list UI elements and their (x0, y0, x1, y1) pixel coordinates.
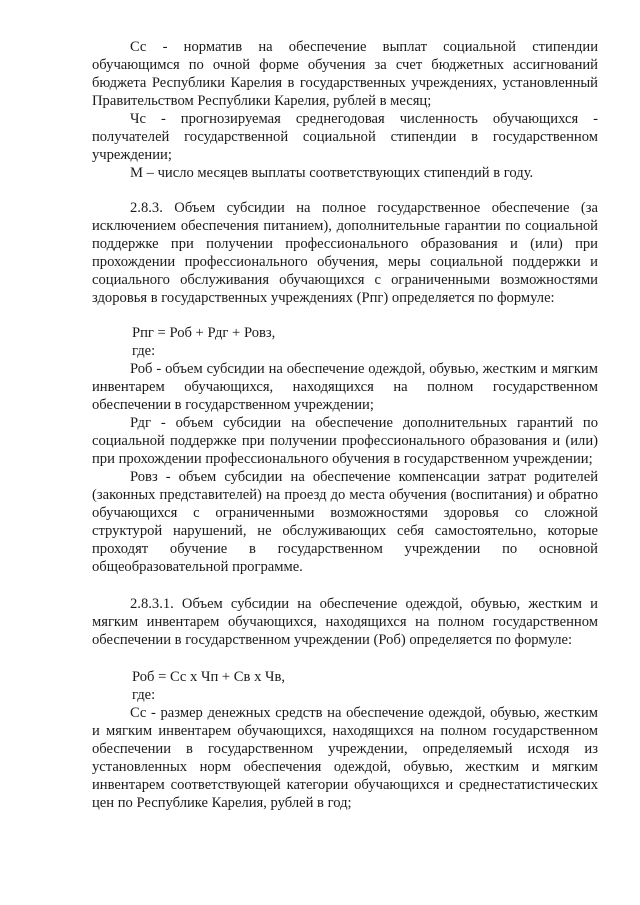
paragraph-chs-definition: Чс - прогнозируемая среднегодовая численность обучающихся - получателей государственной социальной стипендии в государственном учреждении; (92, 111, 598, 163)
paragraph-rovz-definition: Ровз - объем субсидии на обеспечение компенсации затрат родителей (законных представителей) на проезд до места обучения (воспитания) и обратно обучающихся с ограниченными возможностями здоровья со сложной структурой нарушений, не обслуживающих себя самостоятельно, которые проходят обучение в государственном учреждении по основной общеобразовательной программе. (92, 469, 598, 575)
formula-rob: Роб = Сс х Чп + Св х Чв, (132, 669, 286, 685)
paragraph-rdg-definition: Рдг - объем субсидии на обеспечение дополнительных гарантий по социальной поддержке при получении профессионального образования и (или) при прохождении профессионального обучения в государственном учреждении; (92, 415, 598, 467)
paragraph-m-definition: М – число месяцев выплаты соответствующих стипендий в году. (130, 165, 534, 181)
formula-where-1: где: (132, 343, 156, 359)
section-2-8-3: 2.8.3. Объем субсидии на полное государственное обеспечение (за исключением обеспечения питанием), дополнительные гарантии по социальной поддержке при получении профессионального образования и (или) при прохождении профессионального обучения, меры социальной поддержки и социального обслуживания обучающихся с ограниченными возможностями здоровья в государственных учреждениях (Рпг) определяется по формуле: (92, 200, 598, 306)
paragraph-cc-definition: Сс - норматив на обеспечение выплат социальной стипендии обучающимся по очной форме обучения за счет бюджетных ассигнований бюджета Республики Карелия в государственных учреждениях, установленный Правительством Республики Карелия, рублей в месяц; (92, 39, 598, 109)
document-body (92, 38, 598, 812)
section-2-8-3-1: 2.8.3.1. Объем субсидии на обеспечение одеждой, обувью, жестким и мягким инвентарем обучающихся, находящихся на полном государственном обеспечении в государственном учреждении (Роб) определяется по формуле: (92, 596, 598, 648)
paragraph-rob-definition: Роб - объем субсидии на обеспечение одеждой, обувью, жестким и мягким инвентарем обучающихся, находящихся на полном государственном обеспечении в государственном учреждении; (92, 361, 598, 413)
paragraph-cc-size-definition: Сс - размер денежных средств на обеспечение одеждой, обувью, жестким и мягким инвентарем обучающихся, находящихся на полном государственном обеспечении в государственном учреждении, определяемый исходя из установленных норм обеспечения одеждой, обувью, жестким и мягким инвентарем соответствующей категории обучающихся и среднестатистических цен по Республике Карелия, рублей в год; (92, 705, 598, 811)
formula-rpg: Рпг = Роб + Рдг + Ровз, (132, 325, 276, 341)
formula-where-2: где: (132, 687, 156, 703)
